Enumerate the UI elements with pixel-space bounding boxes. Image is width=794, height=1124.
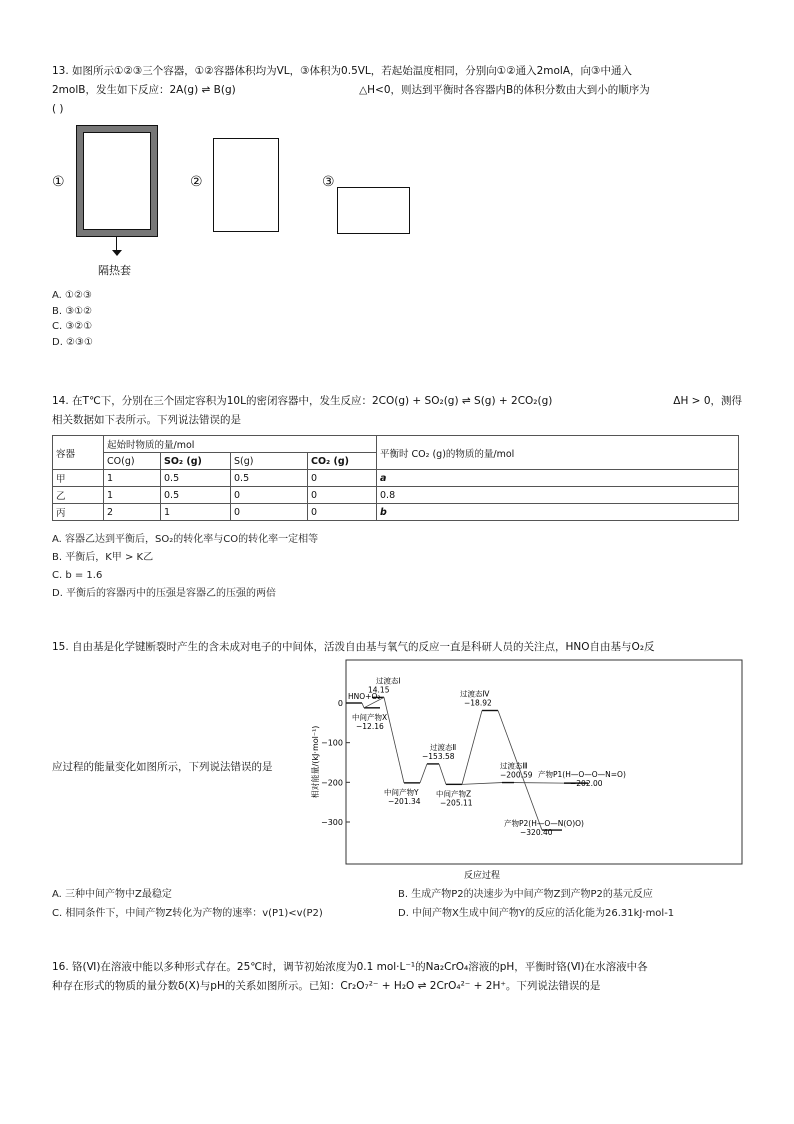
energy-connector: [439, 764, 446, 784]
point-value-label: 14.15: [368, 685, 390, 695]
point-name-label: 过渡态Ⅱ: [430, 742, 457, 752]
q16-stem: [52, 958, 742, 996]
point-name-label: 过渡态Ⅲ: [500, 761, 528, 771]
q13-paren: ( ): [52, 103, 64, 115]
row-name: 甲: [53, 470, 104, 487]
y-tick-label: 0: [337, 699, 343, 708]
q14-line1a: 14. 在T℃下，分别在三个固定容积为10L的密闭容器中，发生反应：2CO(g) + SO₂(g) ⇌ S(g) + 2CO₂(g): [52, 395, 553, 407]
q15-line1: 15. 自由基是化学键断裂时产生的含未成对电子的中间体，活泼自由基与氧气的反应一直是科研人员的关注点，HNO自由基与O₂反: [52, 641, 655, 653]
container-label-2: ②: [190, 174, 203, 190]
q13-line2b: △H<0，则达到平衡时各容器内B的体积分数由大到小的顺序为: [359, 84, 650, 96]
row-name: 丙: [53, 504, 104, 521]
energy-labels: [348, 675, 626, 837]
q13-stem: [52, 62, 742, 119]
cell: 0: [308, 470, 377, 487]
y-tick-label: −100: [321, 738, 343, 748]
th-s: S(g): [231, 453, 308, 470]
container-label-3: ③: [322, 174, 335, 190]
container-3: [337, 187, 410, 234]
energy-connector: [514, 783, 564, 784]
q14-option-b: B. 平衡后，K甲 > K乙: [52, 552, 154, 563]
y-tick-label: −200: [321, 778, 343, 788]
q14-stem: [52, 392, 742, 430]
container-1-insulated: [76, 125, 158, 237]
y-axis-label: 相对能量/(kJ·mol⁻¹): [311, 725, 320, 799]
table-row: [53, 504, 739, 521]
container-label-1: ①: [52, 174, 65, 190]
point-value-label: −201.34: [388, 796, 421, 806]
q13-option-c: C. ③②①: [52, 321, 93, 332]
q13-options: [52, 288, 93, 350]
point-value-label: −205.11: [440, 798, 473, 808]
q16-line1: 16. 铬(Ⅵ)在溶液中能以多种形式存在。25℃时，调节初始浓度为0.1 mol·L⁻¹的Na₂CrO₄溶液的pH，平衡时铬(Ⅵ)在水溶液中各: [52, 961, 648, 973]
point-name-label: 中间产物Z: [436, 789, 472, 799]
q14-line1b: ΔH > 0，测得: [673, 395, 742, 407]
q14-option-d: D. 平衡后的容器丙中的压强是容器乙的压强的两倍: [52, 588, 277, 599]
q14-option-c: C. b = 1.6: [52, 570, 103, 581]
cell: 0.5: [161, 487, 231, 504]
q15-energy-chart: [300, 652, 750, 884]
point-name-label: 产物P1(H—O—O—N=O): [538, 770, 626, 780]
th-equil: 平衡时 CO₂ (g)的物质的量/mol: [377, 436, 739, 470]
q16-line2: 种存在形式的物质的量分数δ(X)与pH的关系如图所示。已知：Cr₂O₇²⁻ + H₂O ⇌ 2CrO₄²⁻ + 2H⁺。下列说法错误的是: [52, 980, 601, 992]
q15-options-right: [398, 885, 674, 923]
q15-option-a: A. 三种中间产物中Z最稳定: [52, 889, 172, 900]
energy-connector: [462, 711, 482, 785]
cell-eq: b: [377, 504, 739, 521]
container-2: [213, 138, 279, 232]
energy-connector: [362, 703, 364, 708]
cell: 0: [308, 504, 377, 521]
q13-line1: 13. 如图所示①②③三个容器，①②容器体积均为VL，③体积为0.5VL，若起始温度相同，分别向①②通入2molA，向③中通入: [52, 65, 632, 77]
insulation-arrow: [116, 237, 117, 251]
cell-eq: 0.8: [377, 487, 739, 504]
q13-option-d: D. ②③①: [52, 336, 93, 348]
th-initial: 起始时物质的量/mol: [104, 436, 377, 453]
cell: 0: [308, 487, 377, 504]
y-tick-label: −300: [321, 818, 343, 827]
insulation-label: 隔热套: [98, 264, 131, 277]
q15-line2: 应过程的能量变化如图所示，下列说法错误的是: [52, 761, 273, 773]
point-value-label: −153.58: [422, 751, 455, 761]
th-co: CO(g): [104, 453, 161, 470]
table-row: [53, 470, 739, 487]
cell: 2: [104, 504, 161, 521]
cell: 1: [161, 504, 231, 521]
cell: 0.5: [231, 470, 308, 487]
point-value-label: −202.00: [570, 779, 603, 789]
cell: 0: [231, 487, 308, 504]
q15-option-d: D. 中间产物X生成中间产物Y的反应的活化能为26.31kJ·mol-1: [398, 908, 675, 919]
energy-connector: [462, 783, 502, 785]
cell: 1: [104, 470, 161, 487]
q13-line2: [52, 81, 742, 100]
point-value-label: −12.16: [356, 721, 384, 731]
q13-option-b: B. ③①②: [52, 305, 93, 317]
row-name: 乙: [53, 487, 104, 504]
q14-option-a: A. 容器乙达到平衡后，SO₂的转化率与CO的转化率一定相等: [52, 534, 319, 545]
q14-line2: 相关数据如下表所示。下列说法错误的是: [52, 414, 241, 426]
cell: 0: [231, 504, 308, 521]
energy-connector: [384, 697, 404, 782]
x-axis-label: 反应过程: [463, 871, 501, 881]
point-value-label: −18.92: [464, 698, 492, 708]
point-name-label: 中间产物Y: [384, 787, 419, 797]
point-name-label: 过渡态Ⅰ: [376, 676, 401, 686]
point-value-label: −200.59: [500, 770, 533, 780]
q15-option-b: B. 生成产物P2的决速步为中间产物Z到产物P2的基元反应: [398, 889, 653, 900]
q14-data-table: [52, 435, 739, 521]
point-name-label: 过渡态Ⅳ: [460, 689, 490, 699]
insulation-arrowhead: [112, 250, 122, 256]
point-name-label: 产物P2(H—O—N(O)O): [504, 819, 584, 829]
q14-line1: [52, 392, 742, 411]
q13-option-a: A. ①②③: [52, 290, 92, 301]
th-co2: CO₂ (g): [308, 453, 377, 470]
q15-option-c: C. 相同条件下，中间产物Z转化为产物的速率：v(P1)<v(P2): [52, 908, 323, 919]
cell: 1: [104, 487, 161, 504]
th-so2: SO₂ (g): [161, 453, 231, 470]
energy-connector: [420, 764, 427, 783]
cell-eq: a: [377, 470, 739, 487]
table-row: [53, 487, 739, 504]
q13-line2a: 2molB，发生如下反应：2A(g) ⇌ B(g): [52, 84, 236, 96]
q15-options-left: [52, 885, 323, 923]
point-value-label: −320.40: [520, 828, 553, 838]
th-container: 容器: [53, 436, 104, 470]
point-name-label: HNO+O₂: [348, 692, 381, 701]
point-name-label: 中间产物X: [352, 712, 388, 722]
q14-options: [52, 531, 318, 603]
cell: 0.5: [161, 470, 231, 487]
